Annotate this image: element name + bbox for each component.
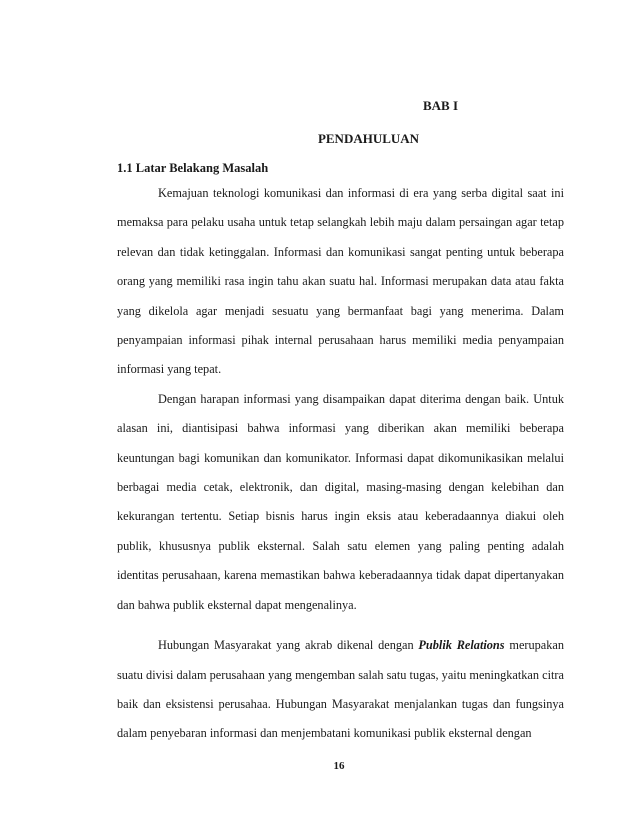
- paragraph-3-start: Hubungan Masyarakat yang akrab dikenal dengan: [158, 638, 419, 653]
- paragraph-3-italic-term: Publik Relations: [418, 638, 505, 653]
- paragraph-2: Dengan harapan informasi yang disampaikan dapat diterima dengan baik. Untuk alasan ini, diantisipasi bahwa informasi yang diberikan akan memiliki beberapa keuntungan bagi komunikan dan komunikator. Informasi dapat dikomunikasikan melalui berbagai media cetak, elektronik, dan digital, masing-masing dengan kelebihan dan kekurangan tertentu. Setiap bisnis harus ingin eksis atau keberadaannya diakui oleh publik, khususnya publik eksternal. Salah satu elemen yang paling penting adalah identitas perusahaan, karena memastikan bahwa keberadaannya tidak dapat dipertanyakan dan bahwa publik eksternal dapat mengenalinya.: [117, 391, 564, 612]
- body-text: [117, 179, 564, 749]
- paragraph-3: [117, 631, 564, 749]
- chapter-number: BAB I: [422, 98, 459, 113]
- chapter-title: PENDAHULUAN: [317, 131, 420, 146]
- paragraph-1: Kemajuan teknologi komunikasi dan informasi di era yang serba digital saat ini memaksa para pelaku usaha untuk tetap selangkah lebih maju dalam persaingan agar tetap relevan dan tidak ketinggalan. Informasi dan komunikasi sangat penting untuk beberapa orang yang memiliki rasa ingin tahu akan suatu hal. Informasi merupakan data atau fakta yang dikelola agar menjadi sesuatu yang bermanfaat bagi yang menerima. Dalam penyampaian informasi pihak internal perusahaan harus memiliki media penyampaian informasi yang tepat.: [117, 186, 564, 377]
- page-number: 16: [333, 760, 345, 772]
- paragraph-3-end: merupakan suatu divisi dalam perusahaan yang mengemban salah satu tugas, yaitu meningkatkan citra baik dan eksistensi perusahaa. Hubungan Masyarakat menjalankan tugas dan fungsinya dalam penyebaran informasi dan menjembatani komunikasi publik eksternal dengan: [117, 638, 565, 741]
- section-heading: 1.1 Latar Belakang Masalah: [117, 161, 269, 175]
